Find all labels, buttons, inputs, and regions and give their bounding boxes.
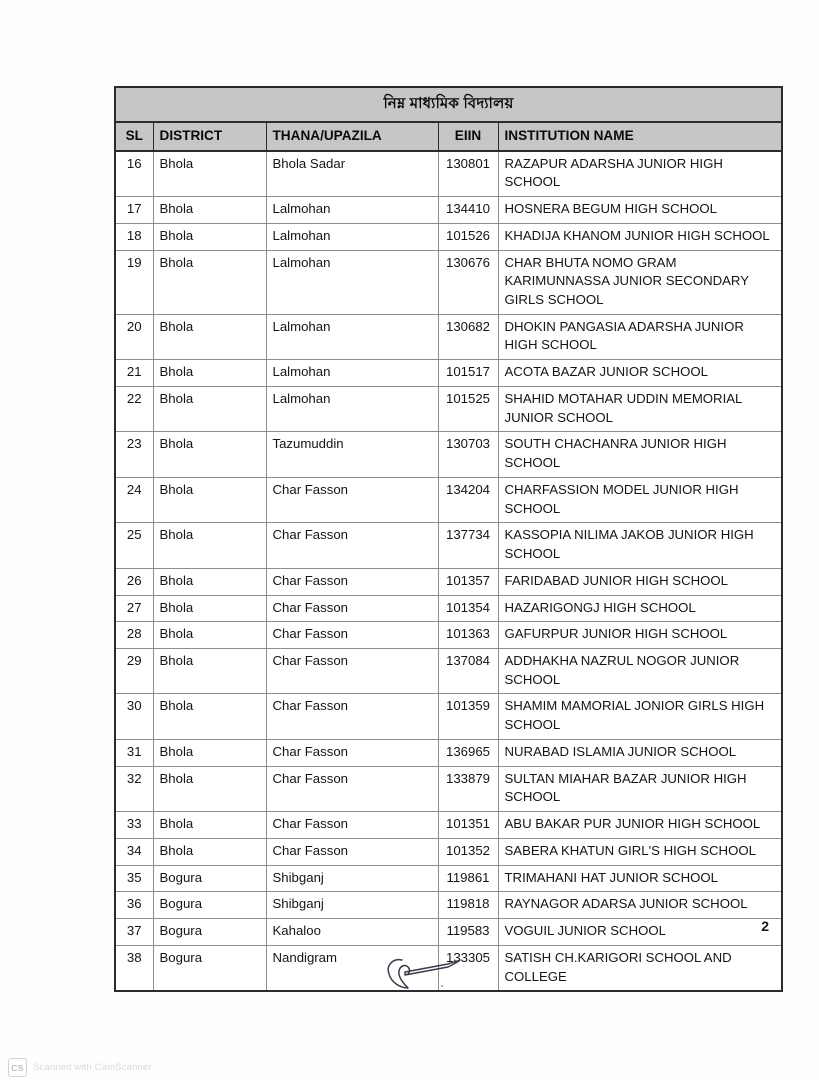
- cell-sl: 22: [115, 386, 153, 431]
- cell-eiin: 101526: [438, 223, 498, 250]
- table-row: [115, 694, 782, 739]
- cell-sl: 23: [115, 432, 153, 477]
- cell-eiin: 130682: [438, 314, 498, 359]
- cell-sl: 37: [115, 919, 153, 946]
- table-row: [115, 477, 782, 522]
- cell-institution: VOGUIL JUNIOR SCHOOL: [498, 919, 782, 946]
- cell-thana: Char Fasson: [266, 622, 438, 649]
- cell-eiin: 119861: [438, 865, 498, 892]
- cell-sl: 38: [115, 945, 153, 991]
- cell-sl: 34: [115, 838, 153, 865]
- cell-district: Bogura: [153, 945, 266, 991]
- cell-eiin: 119583: [438, 919, 498, 946]
- table-row: [115, 314, 782, 359]
- cell-eiin: 133879: [438, 766, 498, 811]
- cell-eiin: 119818: [438, 892, 498, 919]
- cell-institution: SATISH CH.KARIGORI SCHOOL AND COLLEGE: [498, 945, 782, 991]
- cell-eiin: 130703: [438, 432, 498, 477]
- camscanner-logo-icon: CS: [8, 1058, 27, 1077]
- cell-eiin: 101354: [438, 595, 498, 622]
- cell-district: Bhola: [153, 360, 266, 387]
- table-row: [115, 360, 782, 387]
- cell-thana: Kahaloo: [266, 919, 438, 946]
- cell-district: Bhola: [153, 151, 266, 197]
- cell-sl: 21: [115, 360, 153, 387]
- cell-district: Bogura: [153, 865, 266, 892]
- cell-institution: SHAMIM MAMORIAL JONIOR GIRLS HIGH SCHOOL: [498, 694, 782, 739]
- cell-district: Bhola: [153, 197, 266, 224]
- cell-thana: Bhola Sadar: [266, 151, 438, 197]
- cell-institution: ABU BAKAR PUR JUNIOR HIGH SCHOOL: [498, 812, 782, 839]
- cell-institution: DHOKIN PANGASIA ADARSHA JUNIOR HIGH SCHOOL: [498, 314, 782, 359]
- cell-district: Bhola: [153, 812, 266, 839]
- cell-district: Bhola: [153, 477, 266, 522]
- cell-sl: 26: [115, 568, 153, 595]
- cell-thana: Lalmohan: [266, 223, 438, 250]
- document-title: নিম্ন মাধ্যমিক বিদ্যালয়: [115, 87, 782, 122]
- cell-thana: Tazumuddin: [266, 432, 438, 477]
- cell-thana: Lalmohan: [266, 314, 438, 359]
- page-number: 2: [761, 918, 769, 934]
- cell-institution: HOSNERA BEGUM HIGH SCHOOL: [498, 197, 782, 224]
- cell-eiin: 134204: [438, 477, 498, 522]
- cell-institution: SABERA KHATUN GIRL'S HIGH SCHOOL: [498, 838, 782, 865]
- cell-eiin: 137084: [438, 649, 498, 694]
- cell-thana: Lalmohan: [266, 386, 438, 431]
- cell-thana: Lalmohan: [266, 250, 438, 314]
- cell-sl: 35: [115, 865, 153, 892]
- cell-eiin: 136965: [438, 739, 498, 766]
- table-row: [115, 739, 782, 766]
- cell-district: Bhola: [153, 432, 266, 477]
- cell-eiin: 130801: [438, 151, 498, 197]
- table-row: [115, 595, 782, 622]
- cell-district: Bhola: [153, 523, 266, 568]
- cell-thana: Char Fasson: [266, 523, 438, 568]
- table-row: [115, 432, 782, 477]
- cell-eiin: 101359: [438, 694, 498, 739]
- table-row: [115, 568, 782, 595]
- cell-thana: Char Fasson: [266, 568, 438, 595]
- cell-eiin: 133305: [438, 945, 498, 991]
- table-body: [115, 151, 782, 992]
- cell-institution: RAYNAGOR ADARSA JUNIOR SCHOOL: [498, 892, 782, 919]
- cell-institution: ADDHAKHA NAZRUL NOGOR JUNIOR SCHOOL: [498, 649, 782, 694]
- table-row: [115, 892, 782, 919]
- table-row: [115, 622, 782, 649]
- cell-thana: Shibganj: [266, 892, 438, 919]
- camscanner-label: Scanned with CamScanner: [33, 1062, 152, 1073]
- cell-eiin: 101357: [438, 568, 498, 595]
- cell-district: Bhola: [153, 766, 266, 811]
- cell-district: Bhola: [153, 595, 266, 622]
- column-header-sl: SL: [115, 122, 153, 150]
- table-row: [115, 812, 782, 839]
- table-row: [115, 766, 782, 811]
- cell-thana: Char Fasson: [266, 812, 438, 839]
- cell-sl: 31: [115, 739, 153, 766]
- cell-sl: 18: [115, 223, 153, 250]
- cell-institution: ACOTA BAZAR JUNIOR SCHOOL: [498, 360, 782, 387]
- cell-sl: 20: [115, 314, 153, 359]
- table-header-row: [115, 122, 782, 150]
- cell-thana: Lalmohan: [266, 197, 438, 224]
- cell-institution: KASSOPIA NILIMA JAKOB JUNIOR HIGH SCHOOL: [498, 523, 782, 568]
- cell-eiin: 101517: [438, 360, 498, 387]
- camscanner-watermark: [8, 1058, 152, 1077]
- cell-eiin: 130676: [438, 250, 498, 314]
- cell-district: Bhola: [153, 568, 266, 595]
- cell-thana: Char Fasson: [266, 838, 438, 865]
- cell-sl: 25: [115, 523, 153, 568]
- column-header-institution: INSTITUTION NAME: [498, 122, 782, 150]
- cell-sl: 27: [115, 595, 153, 622]
- cell-district: Bogura: [153, 919, 266, 946]
- table-row: [115, 838, 782, 865]
- cell-institution: SULTAN MIAHAR BAZAR JUNIOR HIGH SCHOOL: [498, 766, 782, 811]
- cell-institution: SOUTH CHACHANRA JUNIOR HIGH SCHOOL: [498, 432, 782, 477]
- cell-thana: Char Fasson: [266, 477, 438, 522]
- cell-institution: SHAHID MOTAHAR UDDIN MEMORIAL JUNIOR SCHOOL: [498, 386, 782, 431]
- cell-eiin: 101352: [438, 838, 498, 865]
- cell-institution: CHAR BHUTA NOMO GRAM KARIMUNNASSA JUNIOR SECONDARY GIRLS SCHOOL: [498, 250, 782, 314]
- table-row: [115, 151, 782, 197]
- cell-thana: Char Fasson: [266, 595, 438, 622]
- cell-sl: 24: [115, 477, 153, 522]
- cell-district: Bhola: [153, 694, 266, 739]
- table-title-row: [115, 87, 782, 122]
- table-row: [115, 223, 782, 250]
- cell-district: Bhola: [153, 649, 266, 694]
- cell-thana: Char Fasson: [266, 694, 438, 739]
- cell-sl: 33: [115, 812, 153, 839]
- cell-institution: FARIDABAD JUNIOR HIGH SCHOOL: [498, 568, 782, 595]
- cell-sl: 28: [115, 622, 153, 649]
- cell-sl: 32: [115, 766, 153, 811]
- cell-sl: 16: [115, 151, 153, 197]
- table-row: [115, 386, 782, 431]
- column-header-thana: THANA/UPAZILA: [266, 122, 438, 150]
- cell-institution: TRIMAHANI HAT JUNIOR SCHOOL: [498, 865, 782, 892]
- cell-district: Bhola: [153, 250, 266, 314]
- table-row: [115, 197, 782, 224]
- cell-institution: NURABAD ISLAMIA JUNIOR SCHOOL: [498, 739, 782, 766]
- table-row: [115, 945, 782, 991]
- cell-sl: 36: [115, 892, 153, 919]
- cell-institution: RAZAPUR ADARSHA JUNIOR HIGH SCHOOL: [498, 151, 782, 197]
- cell-district: Bogura: [153, 892, 266, 919]
- cell-district: Bhola: [153, 386, 266, 431]
- cell-district: Bhola: [153, 838, 266, 865]
- cell-thana: Char Fasson: [266, 649, 438, 694]
- cell-sl: 19: [115, 250, 153, 314]
- cell-eiin: 101525: [438, 386, 498, 431]
- cell-thana: Shibganj: [266, 865, 438, 892]
- table-row: [115, 649, 782, 694]
- table-row: [115, 865, 782, 892]
- cell-sl: 29: [115, 649, 153, 694]
- institution-table: [114, 86, 783, 992]
- cell-thana: Char Fasson: [266, 739, 438, 766]
- cell-district: Bhola: [153, 739, 266, 766]
- cell-eiin: 137734: [438, 523, 498, 568]
- cell-district: Bhola: [153, 314, 266, 359]
- table-row: [115, 523, 782, 568]
- cell-sl: 30: [115, 694, 153, 739]
- column-header-eiin: EIIN: [438, 122, 498, 150]
- cell-district: Bhola: [153, 223, 266, 250]
- cell-sl: 17: [115, 197, 153, 224]
- cell-institution: GAFURPUR JUNIOR HIGH SCHOOL: [498, 622, 782, 649]
- column-header-district: DISTRICT: [153, 122, 266, 150]
- cell-eiin: 134410: [438, 197, 498, 224]
- cell-institution: CHARFASSION MODEL JUNIOR HIGH SCHOOL: [498, 477, 782, 522]
- cell-district: Bhola: [153, 622, 266, 649]
- cell-eiin: 101363: [438, 622, 498, 649]
- cell-institution: HAZARIGONGJ HIGH SCHOOL: [498, 595, 782, 622]
- cell-institution: KHADIJA KHANOM JUNIOR HIGH SCHOOL: [498, 223, 782, 250]
- cell-thana: Lalmohan: [266, 360, 438, 387]
- cell-eiin: 101351: [438, 812, 498, 839]
- cell-thana: Nandigram: [266, 945, 438, 991]
- table-row: [115, 250, 782, 314]
- cell-thana: Char Fasson: [266, 766, 438, 811]
